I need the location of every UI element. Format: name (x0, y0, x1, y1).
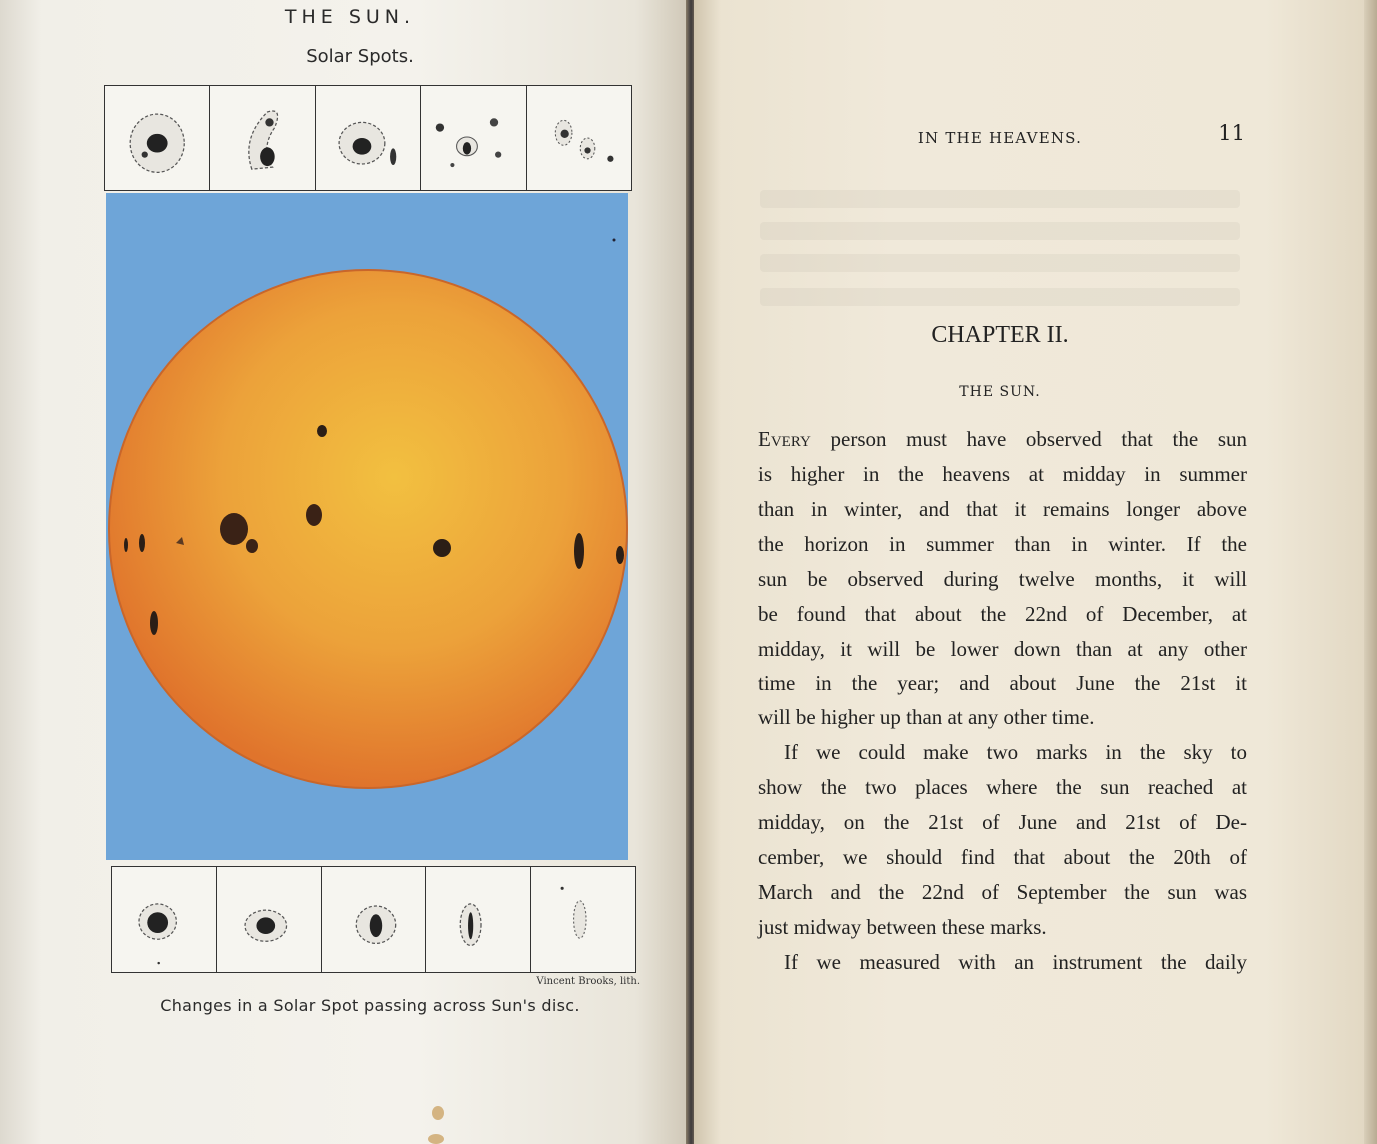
plate-title: THE SUN. (284, 6, 416, 28)
sun-plate (106, 193, 628, 860)
body-text-line: Every person must have observed that the sun (758, 427, 1248, 451)
paper-stain (432, 1106, 444, 1120)
sunspot-illustration (527, 86, 631, 190)
sunspot-illustration (217, 867, 322, 972)
show-through-text (760, 190, 1240, 208)
page-number: 11 (1218, 121, 1245, 145)
paper-stain (428, 1134, 444, 1144)
show-through-text (760, 222, 1240, 240)
plate-subtitle: Solar Spots. (306, 46, 414, 67)
body-text-line: cember, we should find that about the 20th of (758, 845, 1247, 869)
drop-word: Every (758, 427, 811, 451)
body-text-line: If we measured with an instrument the daily (784, 950, 1247, 974)
sunspot-illustration (426, 867, 531, 972)
page-edge (1364, 0, 1377, 1144)
sunspot-strip-bottom (111, 866, 636, 973)
lithographer-credit: Vincent Brooks, lith. (536, 976, 640, 987)
body-text-line: just midway between these marks. (758, 915, 1047, 939)
body-text-line: midday, it will be lower down than at any other (758, 637, 1247, 661)
body-text-line: midday, on the 21st of June and 21st of De- (758, 810, 1247, 834)
body-text-line: is higher in the heavens at midday in summer (758, 462, 1247, 486)
body-text-line: be found that about the 22nd of December, at (758, 602, 1247, 626)
body-text-line: sun be observed during twelve months, it will (758, 567, 1247, 591)
running-head: IN THE HEAVENS. (917, 129, 1083, 147)
sunspot-illustration (322, 867, 427, 972)
body-text-line: If we could make two marks in the sky to (784, 740, 1247, 764)
sunspot-illustration (316, 86, 421, 190)
sunspot-illustration (531, 867, 635, 972)
body-text-line: show the two places where the sun reached at (758, 775, 1247, 799)
body-text-line: than in winter, and that it remains longer above (758, 497, 1247, 521)
sunspot-illustration (105, 86, 210, 190)
plate-caption: Changes in a Solar Spot passing across Sun's disc. (160, 996, 580, 1015)
sun-disc-illustration (106, 193, 628, 860)
sunspot-illustration (210, 86, 315, 190)
show-through-text (760, 254, 1240, 272)
body-text-line: time in the year; and about June the 21st it (758, 671, 1247, 695)
show-through-text (760, 288, 1240, 306)
body-text-line: the horizon in summer than in winter. If the (758, 532, 1247, 556)
chapter-title: CHAPTER II. (931, 322, 1069, 348)
body-text-line: March and the 22nd of September the sun was (758, 880, 1247, 904)
section-title: THE SUN. (959, 384, 1041, 400)
sunspot-strip-top (104, 85, 632, 191)
sunspot-illustration (421, 86, 526, 190)
body-text-line: will be higher up than at any other time. (758, 705, 1095, 729)
sunspot-illustration (112, 867, 217, 972)
